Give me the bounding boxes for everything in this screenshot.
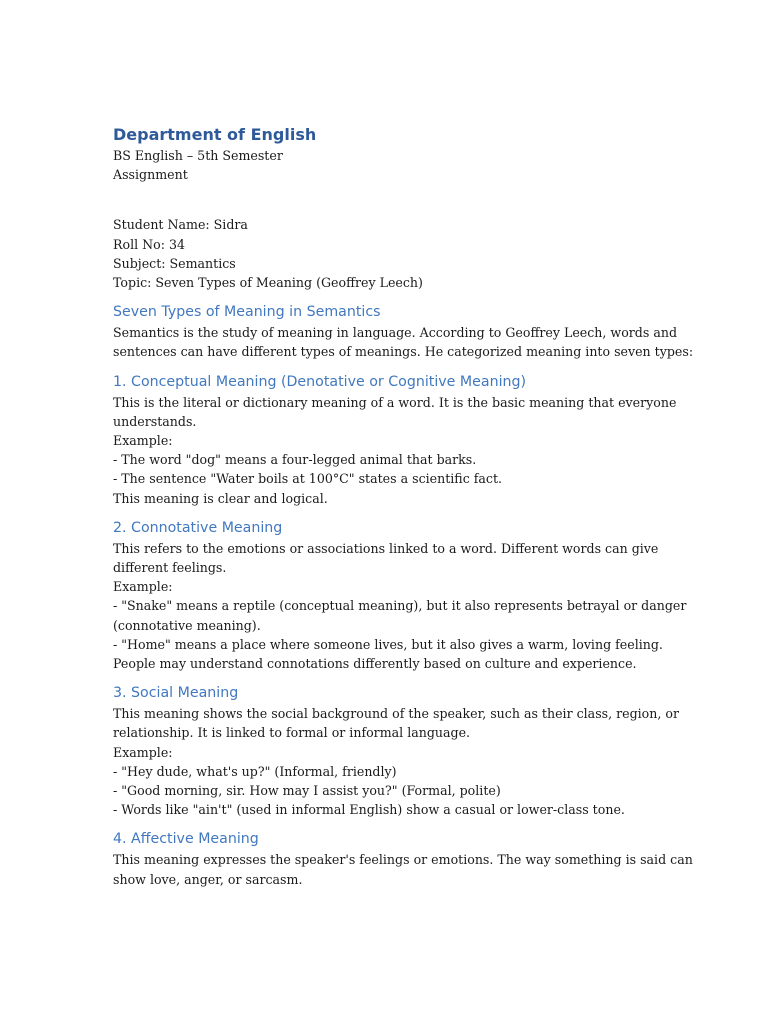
body-line: - "Home" means a place where someone lives, but it also gives a warm, loving feeling.	[113, 636, 663, 652]
body-line: This is the literal or dictionary meaning of a word. It is the basic meaning that everyone	[113, 394, 677, 410]
body-line: - Words like "ain't" (used in informal English) show a casual or lower-class tone.	[113, 802, 625, 818]
body-line: Example:	[113, 579, 173, 595]
section-body-connotative	[113, 539, 687, 673]
body-line: Example:	[113, 433, 173, 449]
section-heading-conceptual: 1. Conceptual Meaning (Denotative or Cognitive Meaning)	[113, 373, 527, 390]
topic-line: Topic: Seven Types of Meaning (Geoffrey Leech)	[113, 275, 423, 291]
section-body-conceptual	[113, 393, 677, 508]
body-line: relationship. It is linked to formal or informal language.	[113, 725, 471, 741]
body-line: different feelings.	[113, 560, 227, 576]
body-line: This refers to the emotions or associations linked to a word. Different words can give	[113, 540, 659, 556]
program-line: BS English – 5th Semester	[113, 148, 283, 163]
body-line: This meaning expresses the speaker's feelings or emotions. The way something is said can	[113, 852, 693, 868]
intro-line: sentences can have different types of meanings. He categorized meaning into seven types:	[113, 344, 694, 360]
body-line: - The sentence "Water boils at 100°C" states a scientific fact.	[113, 471, 503, 487]
body-line: - "Good morning, sir. How may I assist you?" (Formal, polite)	[113, 783, 501, 799]
body-line: - "Hey dude, what's up?" (Informal, friendly)	[113, 763, 397, 779]
section-body-affective	[113, 850, 693, 888]
intro-paragraph	[113, 323, 694, 361]
section-body-social	[113, 704, 679, 819]
roll-number-line: Roll No: 34	[113, 236, 185, 252]
body-line: (connotative meaning).	[113, 617, 261, 633]
body-line: This meaning is clear and logical.	[113, 490, 328, 506]
subject-line: Subject: Semantics	[113, 255, 236, 271]
intro-heading: Seven Types of Meaning in Semantics	[113, 304, 381, 321]
body-line: show love, anger, or sarcasm.	[113, 871, 303, 887]
section-heading-connotative: 2. Connotative Meaning	[113, 519, 283, 536]
doc-type-line: Assignment	[113, 167, 188, 183]
body-line: People may understand connotations differently based on culture and experience.	[113, 656, 637, 672]
body-line: - The word "dog" means a four-legged animal that barks.	[113, 452, 477, 468]
section-heading-social: 3. Social Meaning	[113, 685, 239, 702]
body-line: This meaning shows the social background of the speaker, such as their class, region, or	[113, 706, 679, 722]
intro-line: Semantics is the study of meaning in language. According to Geoffrey Leech, words and	[113, 325, 678, 341]
section-heading-affective: 4. Affective Meaning	[113, 831, 259, 848]
department-title: Department of English	[113, 125, 317, 144]
body-line: - "Snake" means a reptile (conceptual meaning), but it also represents betrayal or danger	[113, 598, 687, 614]
header-spacer	[113, 184, 653, 215]
student-name-line: Student Name: Sidra	[113, 217, 248, 233]
body-line: Example:	[113, 744, 173, 760]
document-page	[113, 124, 694, 889]
body-line: understands.	[113, 413, 197, 429]
